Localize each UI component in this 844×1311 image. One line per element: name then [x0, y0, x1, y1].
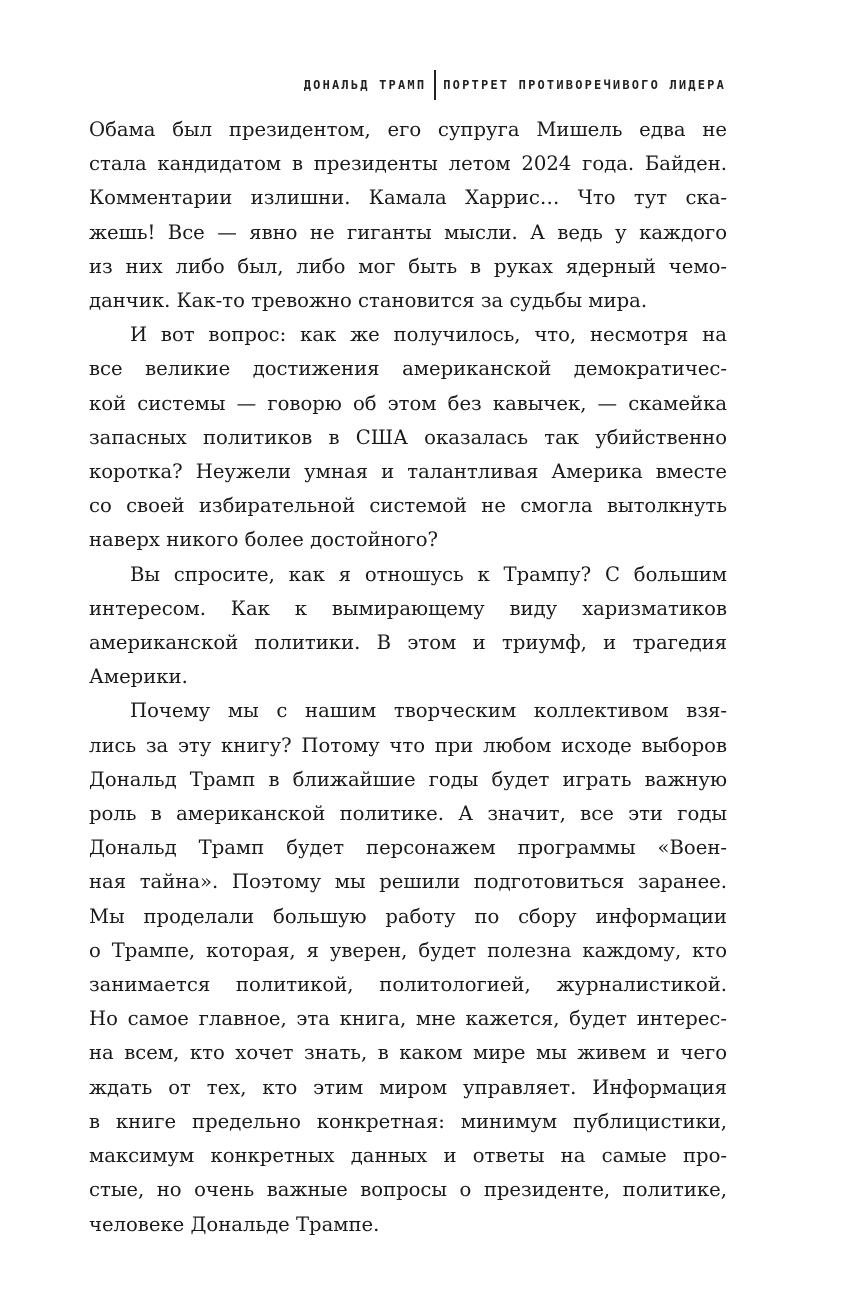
text-line: запасных политиков в США оказалась так убийственно: [89, 425, 727, 449]
paragraph: [89, 318, 727, 557]
text-line: интересом. Как к вымирающему виду харизматиков: [89, 596, 727, 620]
text-line: наверх никого более достойного?: [89, 528, 439, 552]
text-line: стые, но очень важные вопросы о президенте, политике,: [89, 1178, 727, 1202]
text-line: данчик. Как-то тревожно становится за судьбы мира.: [89, 289, 648, 313]
text-line: в книге предельно конкретная: минимум публицистики,: [89, 1109, 727, 1133]
text-line: Дональд Трамп в ближайшие годы будет играть важную: [89, 767, 727, 791]
text-line: Но самое главное, эта книга, мне кажется, будет интерес-: [89, 1007, 727, 1031]
text-line: кой системы — говорю об этом без кавычек, — скамейка: [89, 391, 727, 415]
running-head-divider: [434, 70, 436, 100]
text-line: Вы спросите, как я отношусь к Трампу? С большим: [130, 562, 727, 586]
text-line: Америки.: [89, 665, 188, 689]
text-line: из них либо был, либо мог быть в руках ядерный чемо-: [89, 254, 727, 278]
text-line: со своей избирательной системой не смогла вытолкнуть: [89, 494, 727, 518]
text-line: И вот вопрос: как же получилось, что, несмотря на: [130, 323, 727, 347]
text-line: Комментарии излишни. Камала Харрис… Что тут ска-: [89, 186, 727, 210]
paragraph: [89, 558, 727, 695]
paragraph: [89, 113, 727, 318]
text-line: Мы проделали большую работу по сбору информации: [89, 904, 727, 928]
text-line: американской политики. В этом и триумф, и трагедия: [89, 631, 727, 655]
text-line: ждать от тех, кто этим миром управляет. Информация: [89, 1075, 727, 1099]
text-line: человеке Дональде Трампе.: [89, 1212, 380, 1236]
text-line: ная тайна». Поэтому мы решили подготовиться заранее.: [89, 870, 727, 894]
text-line: жешь! Все — явно не гиганты мысли. А ведь у каждого: [89, 220, 727, 244]
text-line: все великие достижения американской демократичес-: [89, 357, 727, 381]
text-line: коротка? Неужели умная и талантливая Америка вместе: [89, 460, 727, 484]
running-head: [304, 70, 726, 100]
running-head-author: ДОНАЛЬД ТРАМП: [303, 78, 427, 92]
text-line: стала кандидатом в президенты летом 2024 года. Байден.: [89, 152, 727, 176]
text-line: Дональд Трамп будет персонажем программы «Воен-: [89, 836, 727, 860]
text-line: на всем, кто хочет знать, в каком мире мы живем и чего: [89, 1041, 727, 1065]
running-head-title: ПОРТРЕТ ПРОТИВОРЕЧИВОГО ЛИДЕРА: [443, 78, 726, 92]
text-line: лись за эту книгу? Потому что при любом исходе выборов: [89, 733, 727, 757]
text-line: занимается политикой, политологией, журналистикой.: [89, 973, 727, 997]
paragraph: [89, 694, 727, 1241]
text-line: о Трампе, которая, я уверен, будет полезна каждому, кто: [89, 938, 727, 962]
text-line: максимум конкретных данных и ответы на самые про-: [89, 1144, 727, 1168]
text-line: роль в американской политике. А значит, все эти годы: [89, 802, 727, 826]
text-line: Обама был президентом, его супруга Мишель едва не: [89, 118, 727, 141]
body-text: [89, 113, 727, 1242]
text-line: Почему мы с нашим творческим коллективом взя-: [130, 699, 727, 723]
